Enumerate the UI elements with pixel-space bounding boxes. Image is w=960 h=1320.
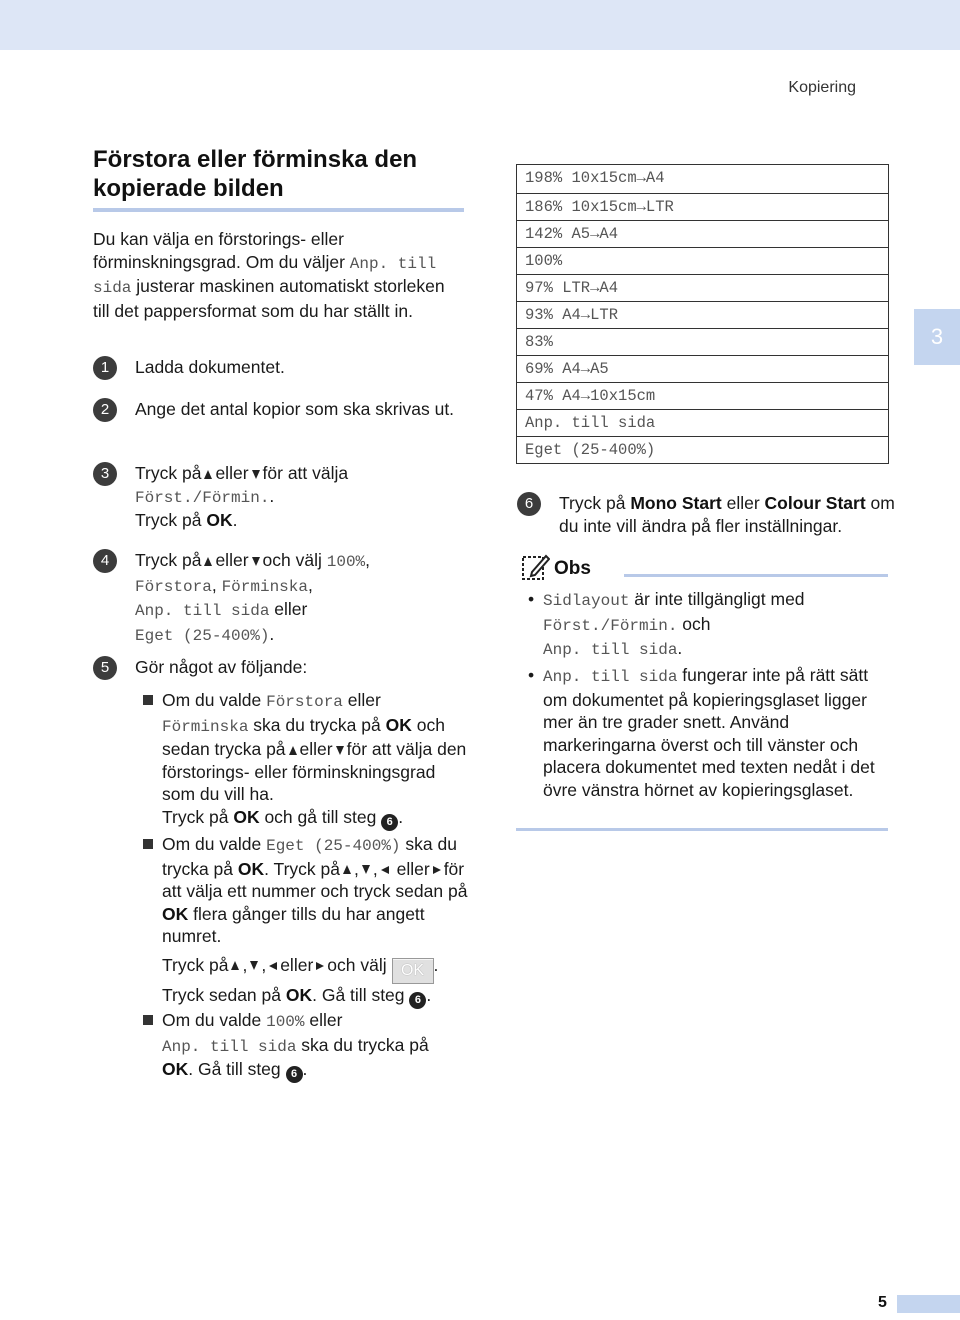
step-number-icon: 3 [93,462,117,486]
step-number-icon: 2 [93,398,117,422]
menu-option-row: 100% [517,247,888,274]
up-arrow-icon [343,865,351,874]
enlarge-reduce-options-table [516,164,889,464]
menu-option-row: 69% A4→A5 [517,355,888,382]
step-ref-icon: 6 [381,814,398,831]
step-text: Ange det antal kopior som ska skrivas ut. [135,399,455,419]
right-arrow-icon [433,866,441,874]
note-pencil-icon [520,552,550,582]
chapter-header-title: Kopiering [788,79,856,96]
step-text: Gör något av följande: [135,657,308,677]
square-bullet-icon [143,839,153,849]
step-number-icon: 5 [93,656,117,680]
intro-paragraph: Du kan välja en förstorings- eller förminskningsgrad. Om du väljer Anp. till sida justerar maskinen automatiskt storleken till det pappersformat som du har ställt in. [93,229,445,321]
down-arrow-icon [252,470,260,479]
up-arrow-icon [204,557,212,566]
section-title-line1: Förstora eller förminska den [93,146,418,173]
step-ref-icon: 6 [286,1066,303,1083]
left-arrow-icon [269,962,277,970]
up-arrow-icon [204,470,212,479]
up-arrow-icon [231,961,239,970]
section-title-line2: kopierade bilden [93,175,284,202]
square-bullet-icon [143,695,153,705]
bullet-dot: • [528,589,535,609]
step-number-icon: 4 [93,549,117,573]
menu-option-row: 142% A5→A4 [517,220,888,247]
step-number-icon: 1 [93,356,117,380]
page-number: 5 [878,1294,887,1311]
left-arrow-icon [381,866,389,874]
bullet-dot: • [528,665,535,685]
note-bottom-rule [516,828,888,831]
up-arrow-icon [289,746,297,755]
step-text: Tryck på eller och välj 100%, Förstora, Förminska, Anp. till sida eller Eget (25-400%). [135,550,371,645]
down-arrow-icon [252,557,260,566]
menu-option-row: 97% LTR→A4 [517,274,888,301]
note-label: Obs [554,558,591,579]
down-arrow-icon [250,961,258,970]
menu-option-row: Eget (25-400%) [517,436,888,463]
ok-button-image: OK [392,958,434,984]
right-arrow-icon [316,962,324,970]
chapter-tab: 3 [914,309,960,365]
menu-option-row: 186% 10x15cm→LTR [517,193,888,220]
down-arrow-icon [336,746,344,755]
down-arrow-icon [362,865,370,874]
note-top-rule [624,574,888,577]
menu-option-row: 47% A4→10x15cm [517,382,888,409]
step-text: Tryck på Mono Start eller Colour Start om du inte vill ändra på fler inställningar. [559,493,895,536]
section-title [93,145,463,203]
top-header-band [0,0,960,50]
menu-option-row: 83% [517,328,888,355]
step-number-icon: 6 [517,492,541,516]
menu-option-row: Anp. till sida [517,409,888,436]
square-bullet-icon [143,1015,153,1025]
intro-code: Anp. till sida [93,254,437,297]
step-text: Tryck på eller för att välja Först./Förmin.. Tryck på OK. [135,463,349,530]
step-ref-icon: 6 [409,992,426,1009]
menu-option-row: 198% 10x15cm→A4 [525,169,665,187]
step-text: Ladda dokumentet. [135,357,285,377]
page-number-bar [897,1295,960,1313]
menu-option-row: 93% A4→LTR [517,301,888,328]
title-underline [93,208,464,212]
